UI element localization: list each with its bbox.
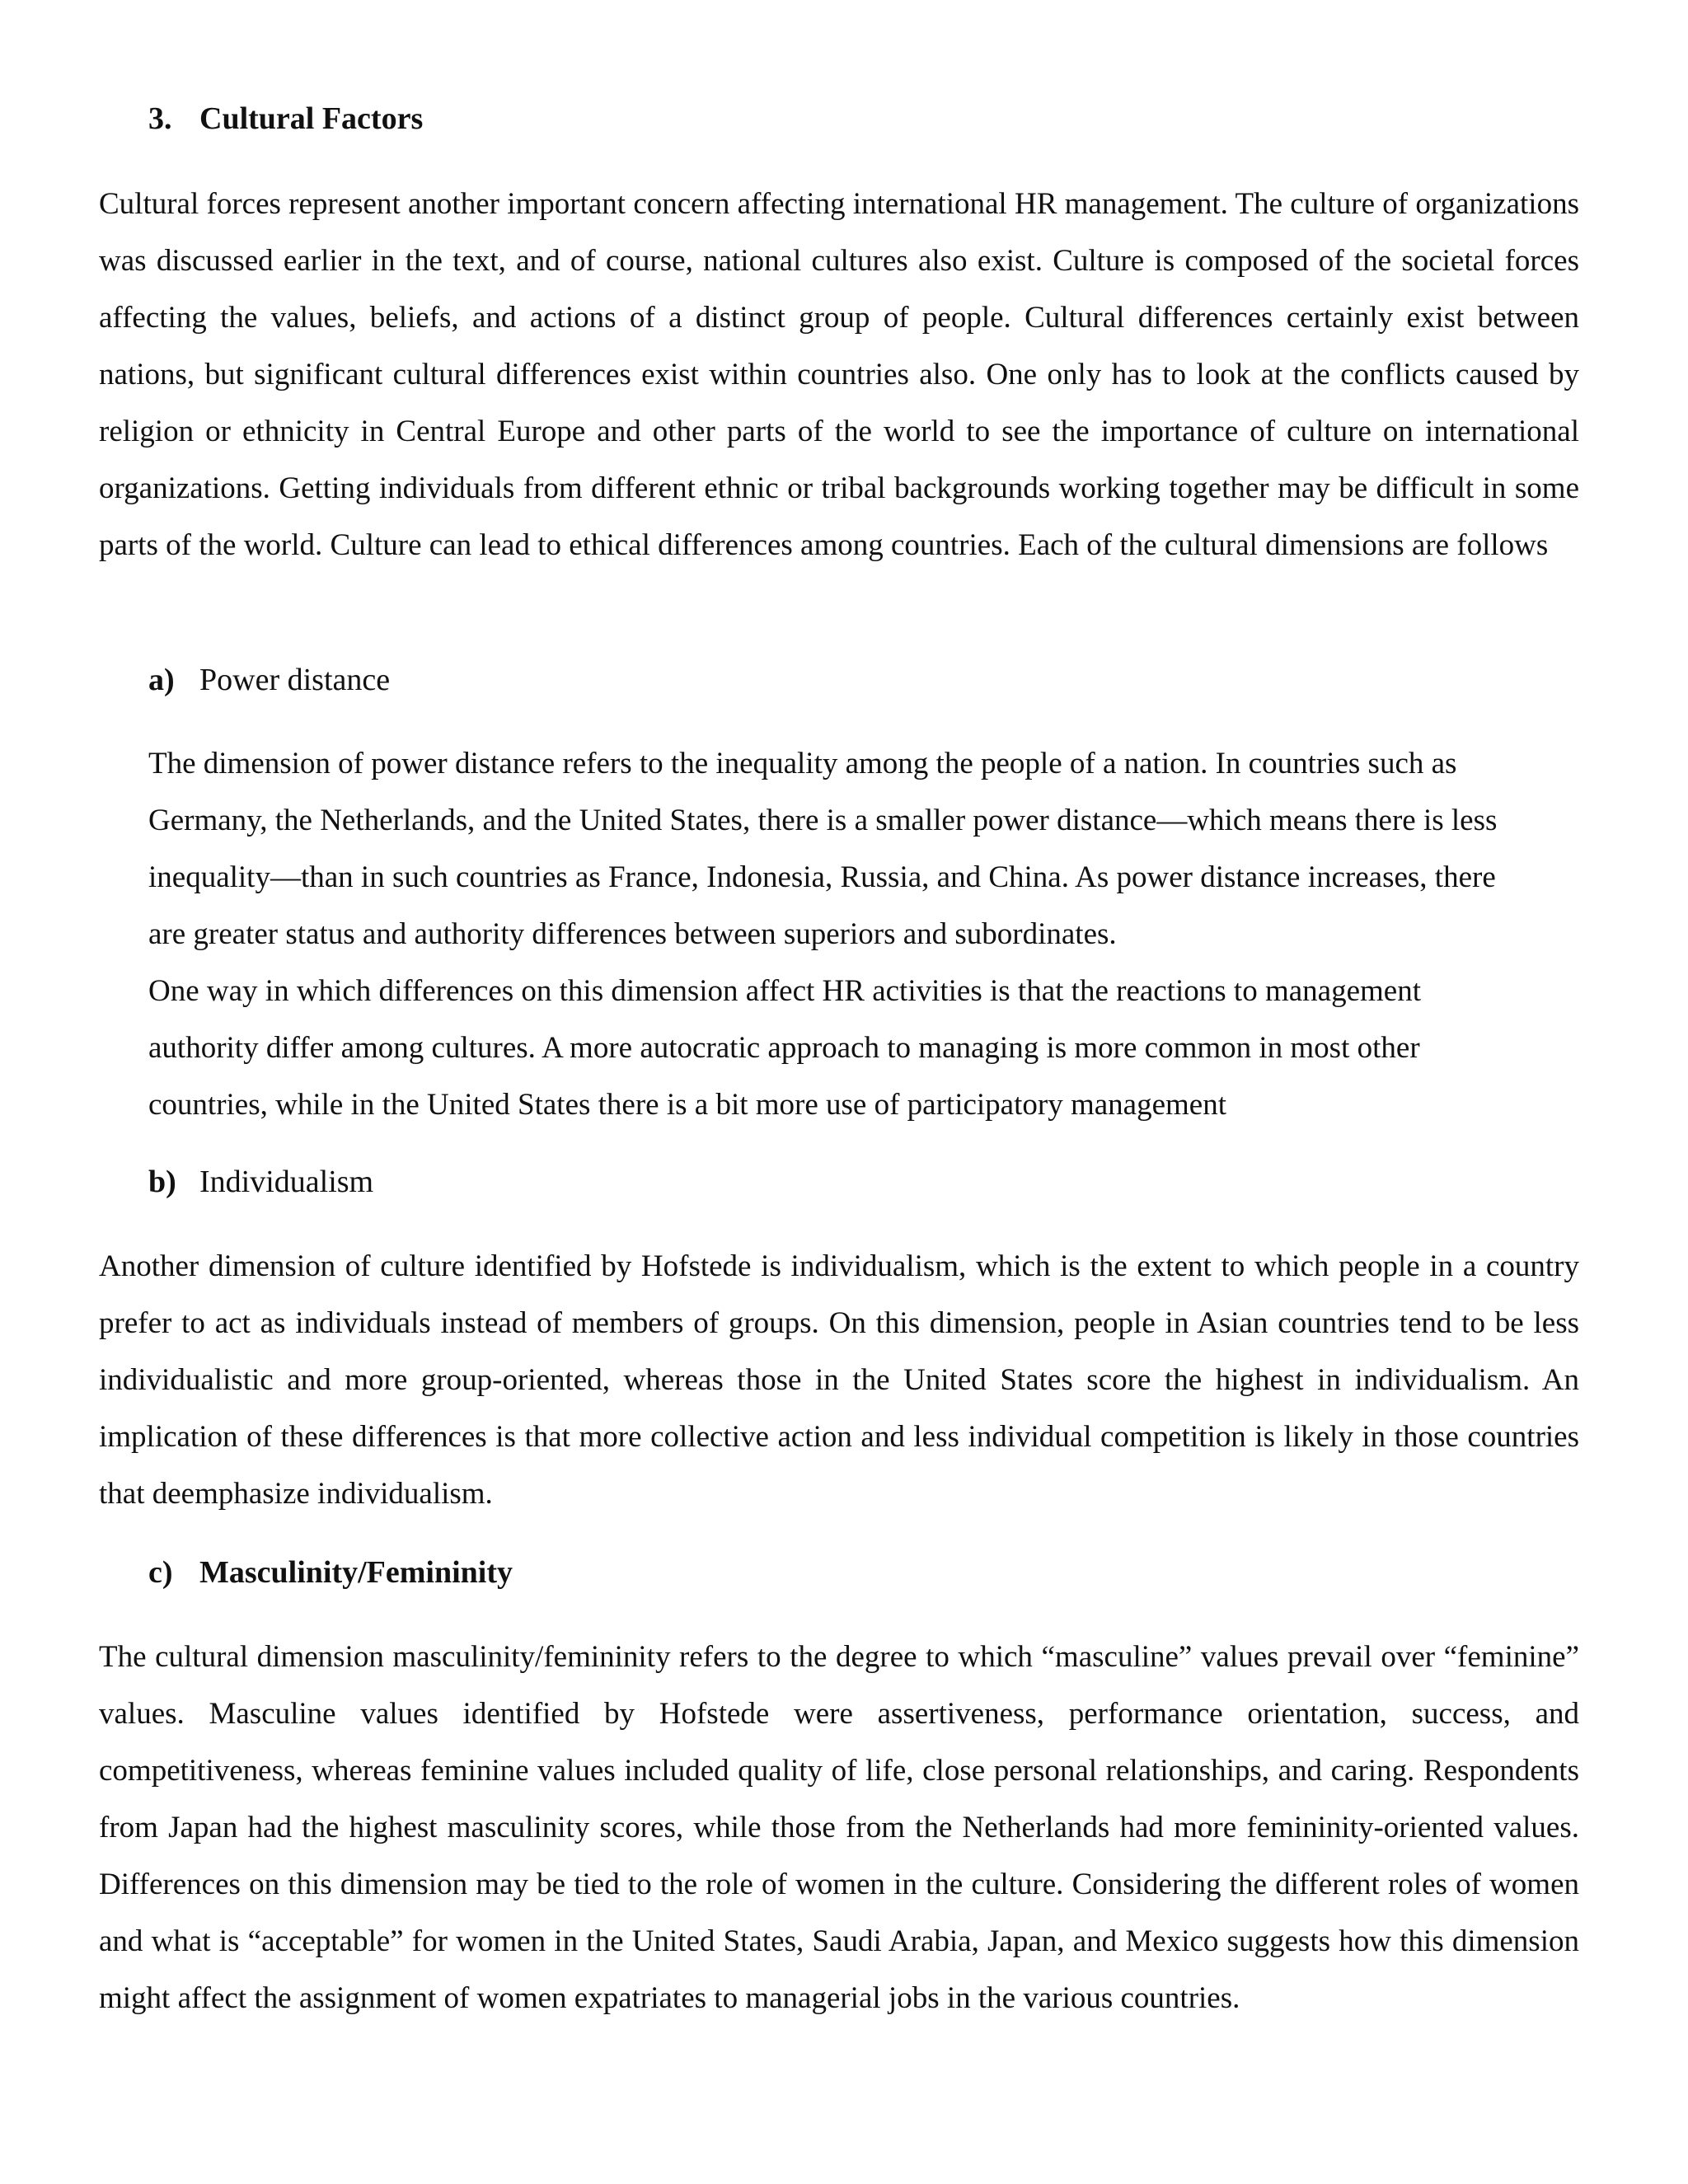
subheading-individualism [148,1162,373,1202]
section-title: Cultural Factors [199,101,424,136]
individualism-paragraph: Another dimension of culture identified by Hofstede is individualism, which is the extent to which people in a country prefer to act as individuals instead of members of groups. On this dimension, people in Asian countries tend to be less individualistic and more group-oriented, whereas those in the United States score the highest in individualism. An implication of these differences is that more collective action and less individual competition is likely in those countries that deemphasize individualism. [99,1249,1579,1511]
section-heading [148,99,423,138]
subheading-marker: c) [148,1555,173,1590]
subheading-title: Individualism [199,1165,374,1199]
power-distance-paragraph-2: One way in which differences on this dimension affect HR activities is that the reactions to management authority differ among cultures. A more autocratic approach to managing is more common in most other countries, while in the United States there is a bit more use of participatory management [148,974,1421,1122]
subheading-marker: a) [148,663,175,697]
power-distance-text [148,735,1533,1133]
subheading-title: Masculinity/Femininity [199,1555,513,1590]
intro-paragraph: Cultural forces represent another important concern affecting international HR management. The culture of organizations was discussed earlier in the text, and of course, national cultures also exist. Culture is composed of the societal forces affecting the values, beliefs, and actions of a distinct group of people. Cultural differences certainly exist between nations, but significant cultural differences exist within countries also. One only has to look at the conflicts caused by religion or ethnicity in Central Europe and other parts of the world to see the importance of culture on international organizations. Getting individuals from different ethnic or tribal backgrounds working together may be difficult in some parts of the world. Culture can lead to ethical differences among countries. Each of the cultural dimensions are follows [99,187,1579,562]
power-distance-paragraph-1: The dimension of power distance refers to the inequality among the people of a nation. In countries such as Germany, the Netherlands, and the United States, there is a smaller power distance—which means there is less inequality—than in such countries as France, Indonesia, Russia, and China. As power distance increases, there are greater status and authority differences between superiors and subordinates. [148,747,1498,951]
subheading-title: Power distance [199,663,391,697]
subheading-marker: b) [148,1165,176,1199]
section-number: 3. [148,101,172,136]
masculinity-paragraph: The cultural dimension masculinity/femininity refers to the degree to which “masculine” values prevail over “feminine” values. Masculine values identified by Hofstede were assertiveness, performance orientation, success, and competitiveness, whereas feminine values included quality of life, close personal relationships, and caring. Respondents from Japan had the highest masculinity scores, while those from the Netherlands had more femininity-oriented values. Differences on this dimension may be tied to the role of women in the culture. Considering the different roles of women and what is “acceptable” for women in the United States, Saudi Arabia, Japan, and Mexico suggests how this dimension might affect the assignment of women expatriates to managerial jobs in the various countries. [99,1640,1579,2015]
subheading-power-distance [148,660,390,700]
subheading-masculinity [148,1553,513,1592]
